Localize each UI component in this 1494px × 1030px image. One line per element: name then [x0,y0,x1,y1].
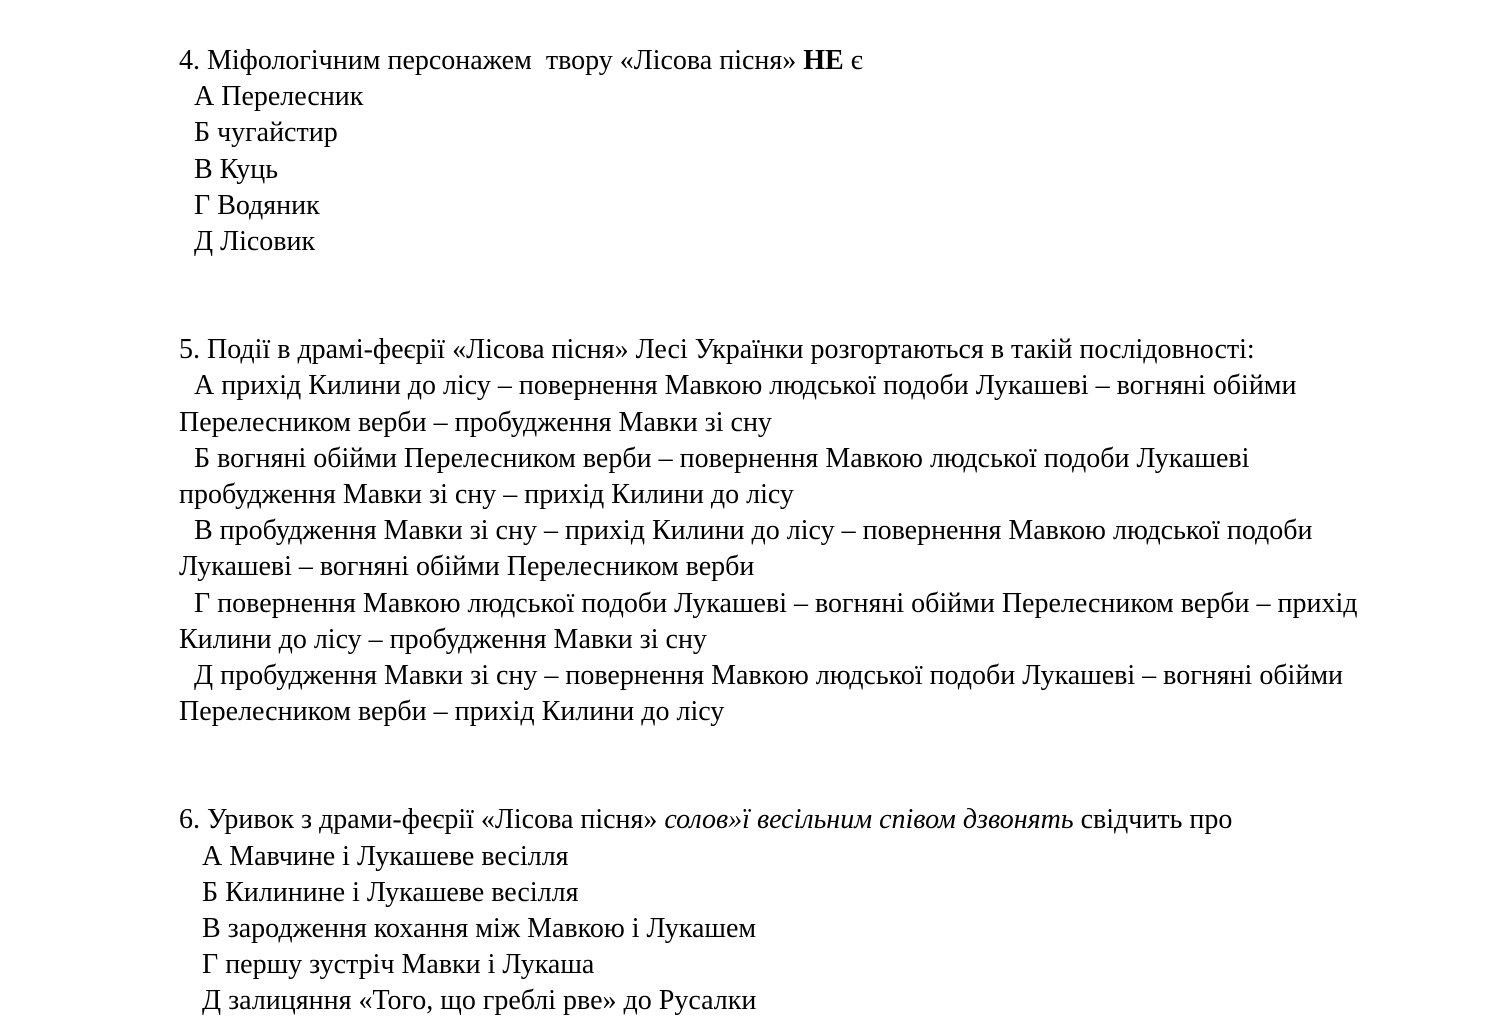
question-5 [179,332,1389,730]
question-4-option-d: Г Водяник [194,189,320,221]
question-6-option-b: Б Килинине і Лукашеве весілля [202,876,579,908]
question-6-option-a: А Мавчине і Лукашеве весілля [202,840,569,872]
question-5-option-b: Б вогняні обійми Перелесником верби – повернення Мавкою людської подоби Лукашеві пробудження Мавки зі сну – прихід Килини до лісу [179,442,1250,511]
question-5-option-c: В пробудження Мавки зі сну – прихід Килини до лісу – повернення Мавкою людської подоби Лукашеві – вогняні обійми Перелесником верби [179,515,1313,583]
question-6 [179,802,1389,1019]
question-5-option-e: Д пробудження Мавки зі сну – повернення Мавкою людської подоби Лукашеві – вогняні обійми Перелесником верби – прихід Килини до лісу [179,660,1344,728]
question-4-option-c: В Куць [194,153,278,185]
question-5-stem: 5. Події в драмі-феєрії «Лісова пісня» Лесі Українки розгортаються в такій послідовності: [179,334,1255,366]
question-4-option-b: Б чугайстир [194,117,338,149]
question-4-option-a: А Перелесник [194,81,364,113]
question-6-option-e: Д залицяння «Того, що греблі рве» до Русалки [202,985,757,1017]
question-4-stem-emphasis: НЕ [803,45,844,76]
question-6-stem-suffix: свідчить про [1073,804,1233,836]
question-4-stem-suffix: є [843,45,863,76]
question-6-option-c: В зародження кохання між Мавкою і Лукашем [202,913,757,945]
question-4-stem [179,43,1389,79]
question-5-option-a: А прихід Килини до лісу – повернення Мавкою людської подоби Лукашеві – вогняні обійми Перелесником верби – пробудження Мавки зі сну [179,370,1297,438]
question-6-option-d: Г першу зустріч Мавки і Лукаша [202,949,595,981]
question-4 [179,43,1389,260]
question-6-stem-prefix: 6. Уривок з драми-феєрії «Лісова пісня» [179,804,665,836]
question-6-stem-quote: солов»ї весільним співом дзвонять [664,804,1074,836]
question-4-stem-prefix: 4. Міфологічним персонажем твору «Лісова пісня» [179,45,804,76]
test-page [179,43,1389,1020]
question-5-option-d: Г повернення Мавкою людської подоби Лукашеві – вогняні обійми Перелесником верби – прихід Килини до лісу – пробудження Мавки зі сну [179,587,1358,655]
question-4-option-e: Д Лісовик [194,226,316,258]
question-6-stem [179,802,1389,838]
